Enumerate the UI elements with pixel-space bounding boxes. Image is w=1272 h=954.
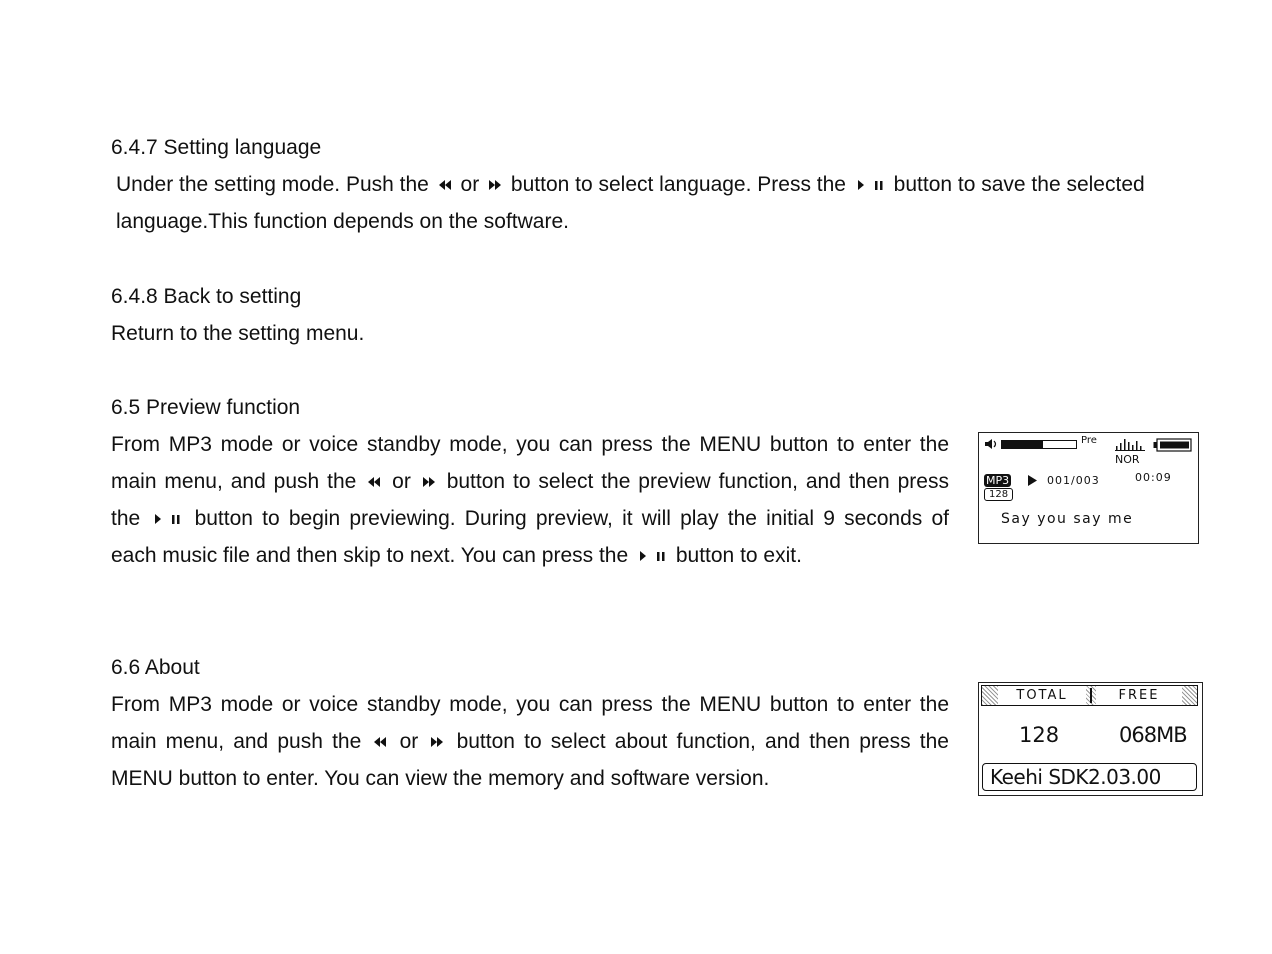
- rewind-icon: [367, 476, 381, 488]
- play-indicator-icon: [1027, 475, 1037, 486]
- mode-label: NOR: [1115, 453, 1140, 466]
- section-setting-language: [111, 129, 1145, 240]
- play-pause-icon: [637, 550, 667, 562]
- section-preview-function: [111, 389, 949, 574]
- section-body: Return to the setting menu.: [111, 322, 365, 345]
- software-version: Keehi SDK2.03.00: [990, 765, 1161, 789]
- section-body: From MP3 mode or voice standby mode, you can press the MENU button to enter the main menu, and push the or button to select the preview function, and then press the button to begin previewing. During preview, it will play the initial 9 seconds of each music file and then skip to next. You can press the button to exit.: [111, 433, 949, 567]
- song-title: Say you say me: [1001, 511, 1134, 527]
- free-value: 068MB: [1119, 723, 1187, 747]
- rewind-icon: [373, 736, 387, 748]
- play-pause-icon: [152, 513, 182, 525]
- header-divider: [1090, 688, 1092, 703]
- volume-bar: [1001, 440, 1077, 449]
- equalizer-icon: [1115, 437, 1147, 451]
- eq-label: Pre: [1081, 435, 1097, 446]
- memory-header: [981, 685, 1198, 706]
- fast-forward-icon: [422, 476, 436, 488]
- play-pause-icon: [855, 179, 885, 191]
- fast-forward-icon: [430, 736, 444, 748]
- rewind-icon: [438, 179, 452, 191]
- section-title: 6.6 About: [111, 656, 200, 679]
- version-box: [982, 763, 1197, 791]
- fast-forward-icon: [488, 179, 502, 191]
- volume-fill: [1002, 441, 1043, 448]
- bitrate: 128: [984, 488, 1013, 501]
- preview-screen: [978, 432, 1199, 544]
- about-screen: [978, 682, 1203, 796]
- section-title: 6.4.8 Back to setting: [111, 285, 302, 308]
- section-body: From MP3 mode or voice standby mode, you can press the MENU button to enter the main menu, and push the or button to select about function, and then press the MENU button to enter. You can view the memory and software version.: [111, 693, 949, 790]
- section-title: 6.5 Preview function: [111, 396, 301, 419]
- speaker-icon: [984, 438, 998, 450]
- track-counter: 001/003: [1047, 474, 1100, 487]
- section-body: Under the setting mode. Push the or button to select language. Press the button to save the selected language.This function depends on the software.: [116, 173, 1145, 233]
- section-about: [111, 649, 949, 797]
- total-label: TOTAL: [998, 686, 1086, 705]
- battery-icon: [1153, 438, 1193, 452]
- free-label: FREE: [1096, 686, 1182, 705]
- section-title: 6.4.7 Setting language: [111, 136, 322, 159]
- total-value: 128: [1019, 723, 1060, 747]
- section-back-to-setting: [111, 278, 949, 352]
- elapsed-time: 00:09: [1135, 471, 1172, 484]
- format-badge: MP3: [986, 474, 1010, 487]
